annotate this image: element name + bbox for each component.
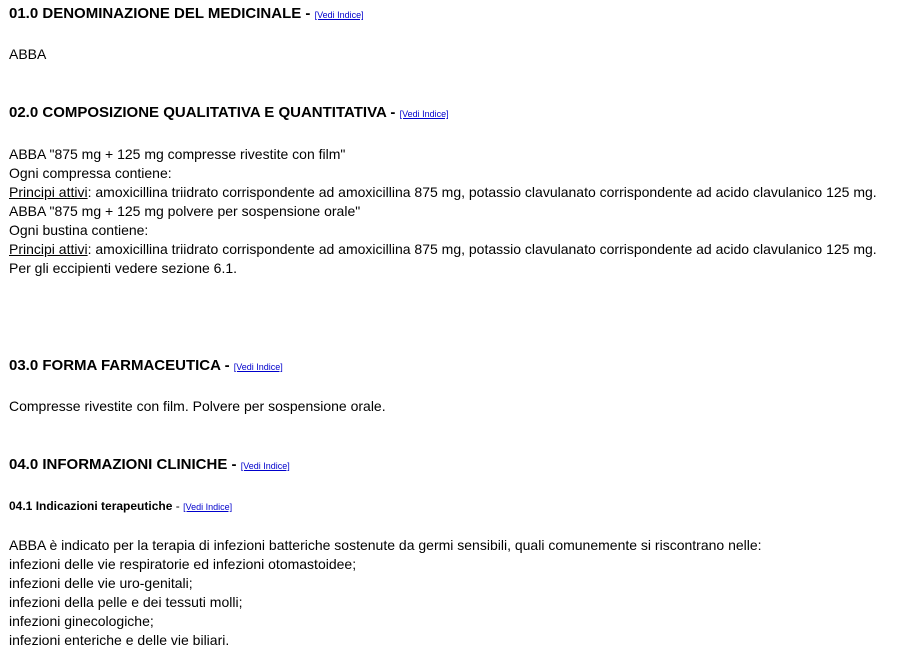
- active-ingredients-label: Principi attivi: [9, 184, 88, 200]
- section-title: 03.0 FORMA FARMACEUTICA: [9, 357, 221, 374]
- text-line: infezioni delle vie respiratorie ed infezioni otomastoidee;: [9, 556, 357, 572]
- medicine-name: ABBA: [9, 46, 47, 62]
- section-title: 04.0 INFORMAZIONI CLINICHE: [9, 456, 228, 473]
- text-line: ABBA "875 mg + 125 mg compresse rivestite con film": [9, 146, 346, 162]
- heading-separator: -: [386, 104, 400, 121]
- text-line: ABBA "875 mg + 125 mg polvere per sospensione orale": [9, 203, 361, 219]
- heading-separator: -: [301, 5, 315, 22]
- pharmaceutical-form: Compresse rivestite con film. Polvere per sospensione orale.: [9, 398, 386, 414]
- text-line: infezioni delle vie uro-genitali;: [9, 575, 193, 591]
- text-line: Ogni bustina contiene:: [9, 222, 149, 238]
- vedi-indice-link[interactable]: [Vedi Indice]: [399, 109, 449, 119]
- vedi-indice-link[interactable]: [Vedi Indice]: [233, 362, 283, 372]
- section-title: 02.0 COMPOSIZIONE QUALITATIVA E QUANTITATIVA: [9, 104, 387, 121]
- vedi-indice-link[interactable]: [Vedi Indice]: [314, 10, 364, 20]
- active-ingredients-paragraph: [9, 240, 886, 259]
- active-ingredients-text: : amoxicillina triidrato corrispondente ad amoxicillina 875 mg, potassio clavulanato corrispondente ad acido clavulanico 125 mg.: [87, 241, 877, 257]
- vedi-indice-link[interactable]: [Vedi Indice]: [183, 502, 233, 512]
- text-line: Ogni compressa contiene:: [9, 165, 172, 181]
- subsection-title: 04.1 Indicazioni terapeutiche: [9, 499, 173, 513]
- section-heading-04: [9, 456, 886, 475]
- text-line: infezioni della pelle e dei tessuti molli;: [9, 594, 243, 610]
- section-title: 01.0 DENOMINAZIONE DEL MEDICINALE: [9, 5, 302, 22]
- section-heading-01: [9, 5, 886, 24]
- vedi-indice-link[interactable]: [Vedi Indice]: [240, 461, 290, 471]
- active-ingredients-paragraph: [9, 183, 886, 202]
- subsection-heading-04-1: [9, 498, 886, 515]
- text-line: Per gli eccipienti vedere sezione 6.1.: [9, 260, 238, 276]
- active-ingredients-label: Principi attivi: [9, 241, 88, 257]
- section-heading-02: [9, 104, 886, 123]
- composition-text: [9, 145, 886, 278]
- text-line: infezioni ginecologiche;: [9, 613, 154, 629]
- text-line: infezioni enteriche e delle vie biliari.: [9, 632, 230, 648]
- heading-separator: -: [172, 499, 184, 513]
- text-line: ABBA è indicato per la terapia di infezioni batteriche sostenute da germi sensibili, quali comunemente si riscontrano nelle:: [9, 537, 762, 553]
- heading-separator: -: [220, 357, 234, 374]
- indications-text: [9, 536, 886, 650]
- heading-separator: -: [227, 456, 241, 473]
- section-heading-03: [9, 357, 886, 376]
- active-ingredients-text: : amoxicillina triidrato corrispondente ad amoxicillina 875 mg, potassio clavulanato corrispondente ad acido clavulanico 125 mg.: [87, 184, 877, 200]
